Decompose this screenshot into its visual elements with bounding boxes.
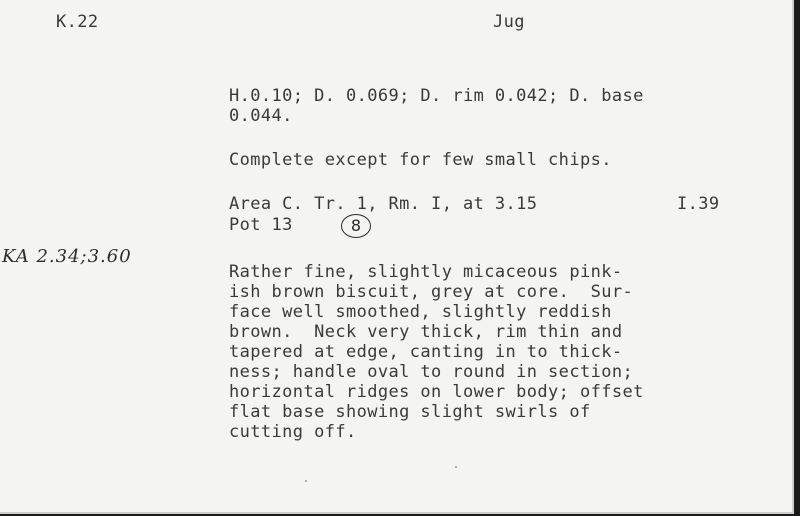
findspot: Area C. Tr. 1, Rm. I, at 3.15 xyxy=(229,194,538,214)
dimensions-line: 0.044. xyxy=(229,106,293,126)
description-line: horizontal ridges on lower body; offset xyxy=(229,382,644,402)
pot-label: Pot 13 xyxy=(229,215,293,235)
description-line: ness; handle oval to round in section; xyxy=(229,362,634,382)
description-line: face well smoothed, slightly reddish xyxy=(229,302,612,322)
condition-note: Complete except for few small chips. xyxy=(229,150,612,170)
description-line: flat base showing slight swirls of xyxy=(229,402,591,422)
description-line: cutting off. xyxy=(229,422,357,442)
card-number: K.22 xyxy=(56,12,99,32)
object-title: Jug xyxy=(493,12,525,32)
handwritten-note: KA 2.34;3.60 xyxy=(2,246,132,267)
paper-speck xyxy=(305,480,307,482)
description-line: ish brown biscuit, grey at core. Sur- xyxy=(229,282,634,302)
circled-number: 8 xyxy=(341,214,371,238)
description-line: tapered at edge, canting in to thick- xyxy=(229,342,623,362)
inventory-number: I.39 xyxy=(677,194,720,214)
description-line: brown. Neck very thick, rim thin and xyxy=(229,322,623,342)
dimensions-block xyxy=(229,86,644,126)
description-block xyxy=(229,262,644,442)
dimensions-line: H.0.10; D. 0.069; D. rim 0.042; D. base xyxy=(229,86,644,106)
paper-speck xyxy=(455,466,457,468)
description-line: Rather fine, slightly micaceous pink- xyxy=(229,262,623,282)
